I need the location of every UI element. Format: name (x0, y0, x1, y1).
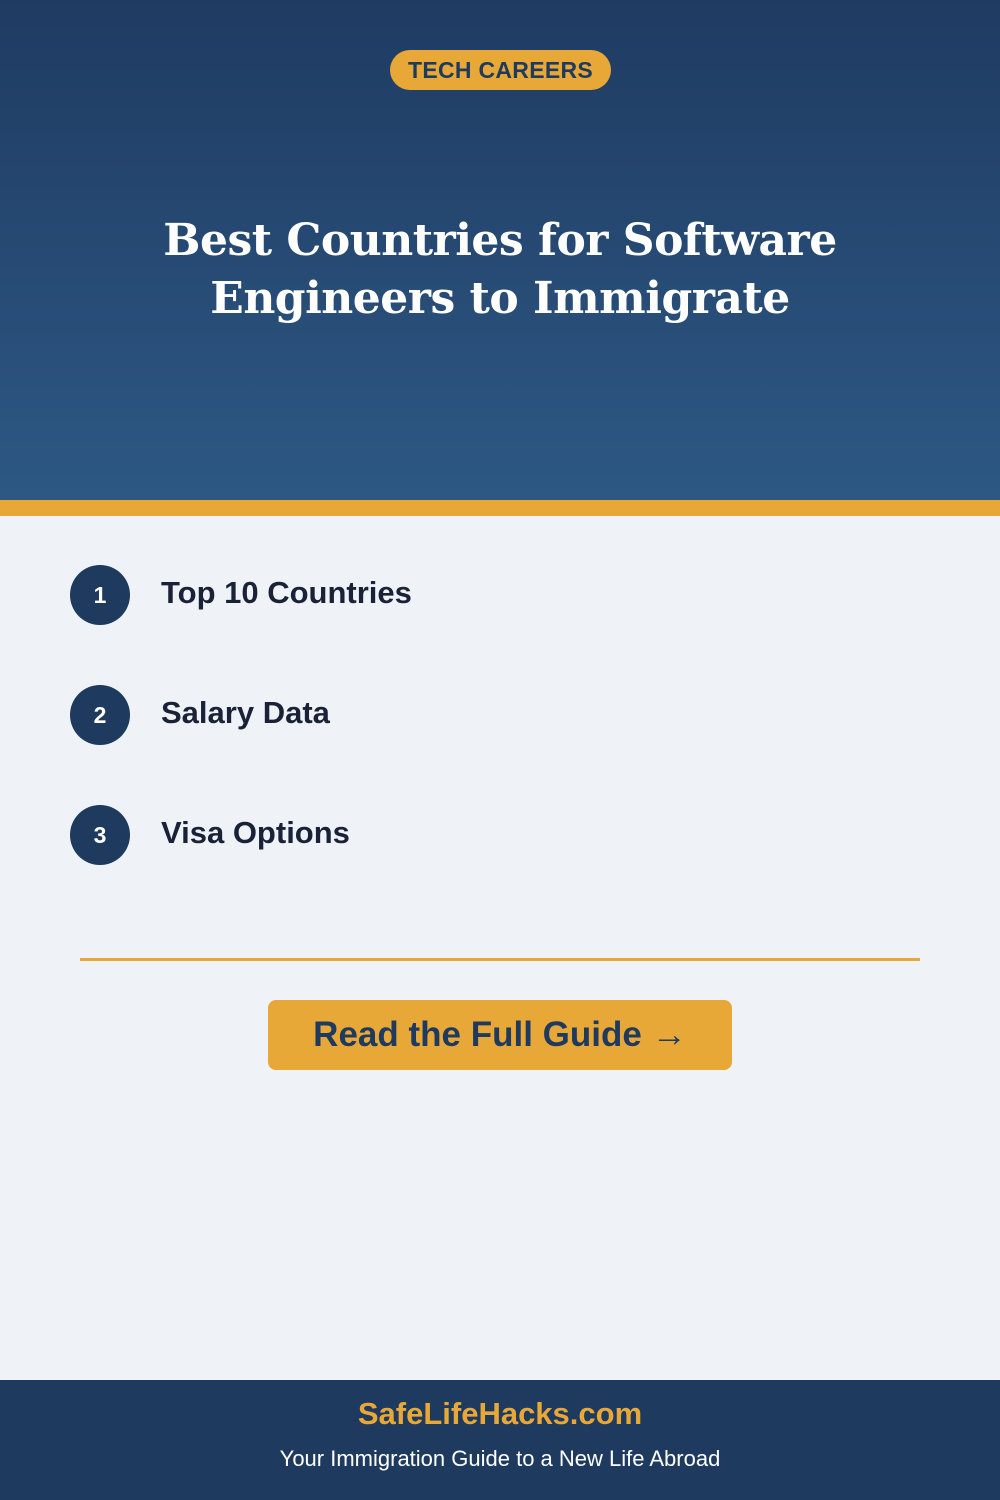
list-item-number: 3 (70, 805, 130, 865)
list-item (70, 685, 770, 745)
section-divider (80, 958, 920, 961)
list-item-number: 1 (70, 565, 130, 625)
footer-tagline: Your Immigration Guide to a New Life Abroad (279, 1446, 721, 1471)
list-item-number: 2 (70, 685, 130, 745)
cta-label: Read the Full Guide (313, 1015, 642, 1054)
page-title: Best Countries for Software Engineers to Immigrate (163, 215, 837, 324)
read-full-guide-button[interactable] (268, 1000, 732, 1070)
footer (0, 1380, 1000, 1500)
list-item (70, 565, 770, 625)
arrow-right-icon: → (651, 1015, 687, 1054)
list-item-label: Top 10 Countries (161, 575, 412, 610)
list-item (70, 805, 770, 865)
list-item-label: Salary Data (161, 695, 330, 730)
site-brand: SafeLifeHacks.com (357, 1396, 643, 1431)
hero-banner (0, 0, 1000, 500)
hero-accent-stripe (0, 500, 1000, 516)
list-item-label: Visa Options (161, 815, 350, 850)
category-tag: TECH CAREERS (390, 50, 611, 90)
